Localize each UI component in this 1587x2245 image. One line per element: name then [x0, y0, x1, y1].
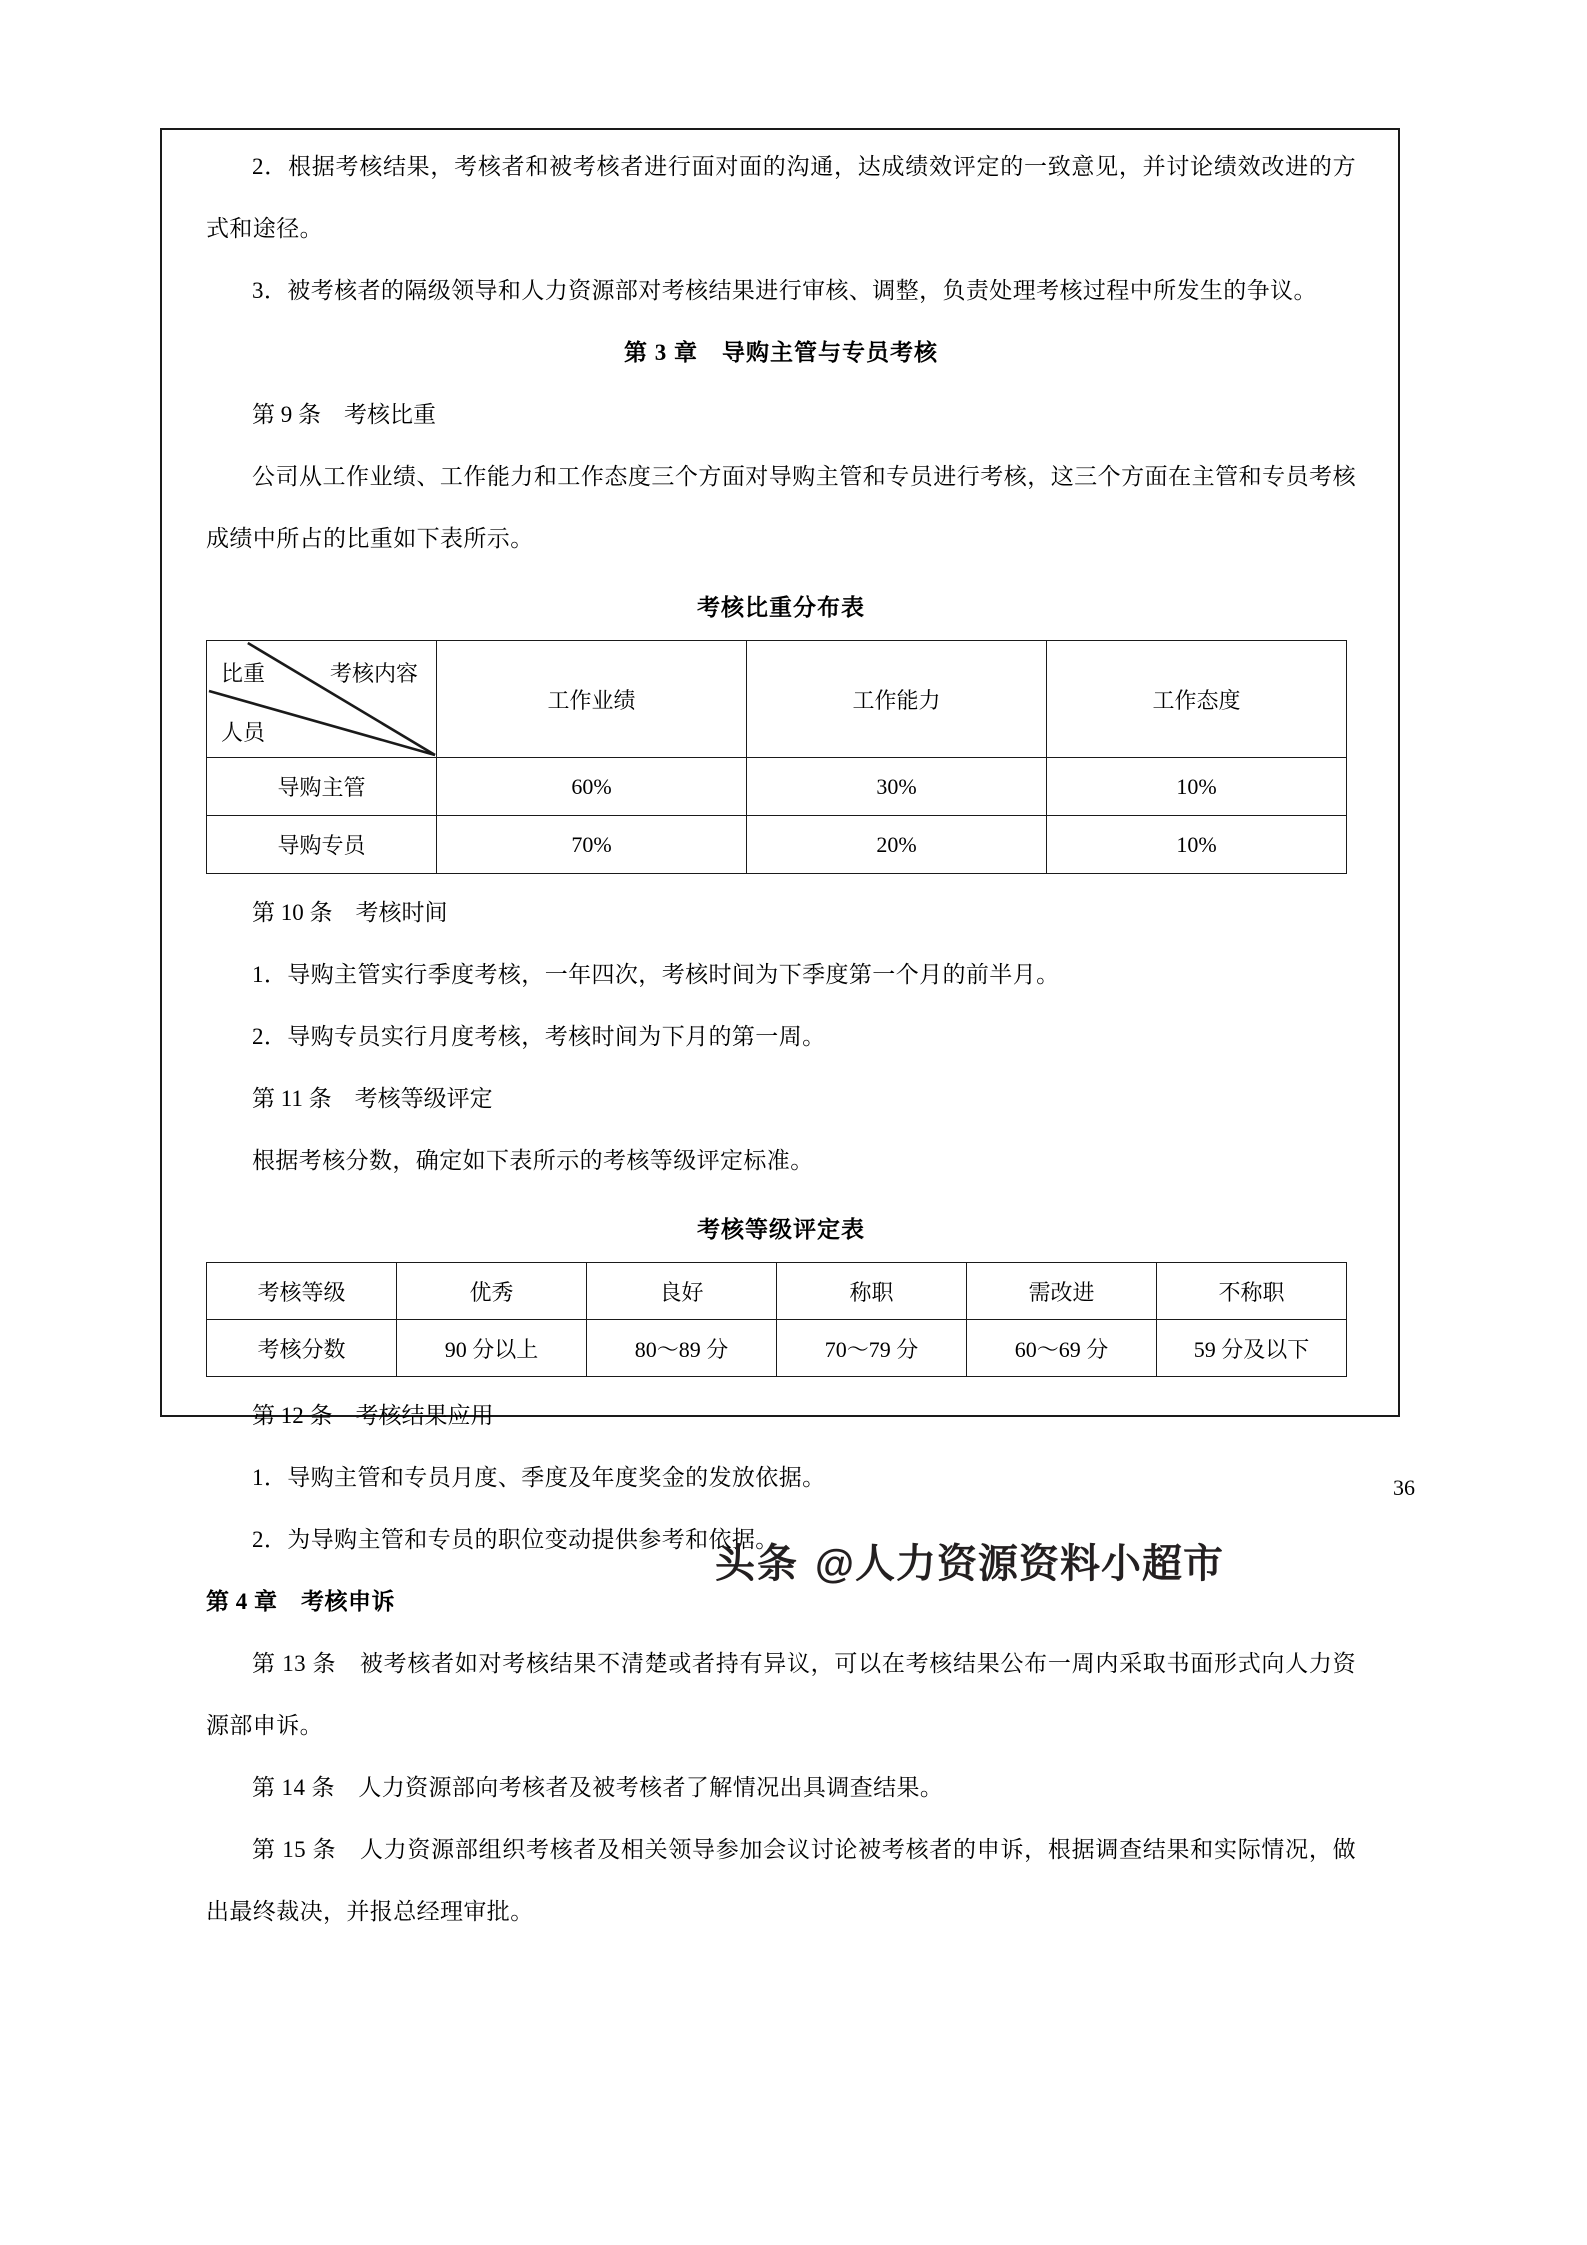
score-range-excellent: 90 分以上 [397, 1320, 587, 1377]
score-range-needs-improvement: 60～69 分 [967, 1320, 1157, 1377]
toutiao-logo: 头条 [715, 1541, 799, 1586]
weight-table-caption: 考核比重分布表 [697, 595, 865, 620]
article-10-item-2: 2．导购专员实行月度考核，考核时间为下月的第一周。 [252, 1024, 826, 1049]
weight-value-specialist-performance: 70% [437, 816, 747, 874]
paragraph-item-2: 2．根据考核结果，考核者和被考核者进行面对面的沟通，达成绩效评定的一致意见，并讨论绩效改进的方式和途径。 [206, 154, 1356, 241]
corner-label-content: 考核内容 [329, 661, 418, 686]
table-row [207, 758, 1347, 816]
paragraph-item-3: 3．被考核者的隔级领导和人力资源部对考核结果进行审核、调整，负责处理考核过程中所发生的争议。 [252, 278, 1317, 303]
article-10-item-1: 1．导购主管实行季度考核，一年四次，考核时间为下季度第一个月的前半月。 [252, 962, 1060, 987]
weight-column-header-performance: 工作业绩 [437, 641, 747, 758]
score-row-label: 考核分数 [207, 1320, 397, 1377]
document-body [206, 136, 1356, 1943]
table-header-row [207, 641, 1347, 758]
weight-table-corner-cell [207, 641, 437, 758]
score-range-good: 80～89 分 [587, 1320, 777, 1377]
corner-label-personnel: 人员 [221, 720, 266, 745]
weight-column-header-attitude: 工作态度 [1047, 641, 1347, 758]
table-header-row [207, 1263, 1347, 1320]
weight-row-label-specialist: 导购专员 [207, 816, 437, 874]
article-13: 第 13 条 被考核者如对考核结果不清楚或者持有异议，可以在考核结果公布一周内采取书面形式向人力资源部申诉。 [206, 1651, 1356, 1738]
grade-level-needs-improvement: 需改进 [967, 1263, 1157, 1320]
grade-level-competent: 称职 [777, 1263, 967, 1320]
article-11-heading: 第 11 条 考核等级评定 [252, 1086, 493, 1111]
brand-account-name: @人力资源资料小超市 [815, 1541, 1225, 1586]
grade-level-good: 良好 [587, 1263, 777, 1320]
assessment-weight-table [206, 640, 1347, 874]
weight-column-header-ability: 工作能力 [747, 641, 1047, 758]
article-12-item-1: 1．导购主管和专员月度、季度及年度奖金的发放依据。 [252, 1465, 826, 1490]
weight-value-supervisor-performance: 60% [437, 758, 747, 816]
table-row [207, 1320, 1347, 1377]
grade-level-excellent: 优秀 [397, 1263, 587, 1320]
article-14: 第 14 条 人力资源部向考核者及被考核者了解情况出具调查结果。 [252, 1775, 944, 1800]
grade-level-incompetent: 不称职 [1157, 1263, 1347, 1320]
corner-label-weight: 比重 [221, 661, 266, 686]
weight-value-supervisor-attitude: 10% [1047, 758, 1347, 816]
score-range-competent: 70～79 分 [777, 1320, 967, 1377]
weight-value-supervisor-ability: 30% [747, 758, 1047, 816]
weight-value-specialist-ability: 20% [747, 816, 1047, 874]
page-number: 36 [1393, 1475, 1415, 1500]
article-9-body: 公司从工作业绩、工作能力和工作态度三个方面对导购主管和专员进行考核，这三个方面在主管和专员考核成绩中所占的比重如下表所示。 [206, 464, 1356, 551]
grade-table-caption: 考核等级评定表 [697, 1217, 865, 1242]
weight-value-specialist-attitude: 10% [1047, 816, 1347, 874]
article-11-body: 根据考核分数，确定如下表所示的考核等级评定标准。 [252, 1148, 814, 1173]
article-9-heading: 第 9 条 考核比重 [252, 402, 436, 427]
table-row [207, 816, 1347, 874]
article-15: 第 15 条 人力资源部组织考核者及相关领导参加会议讨论被考核者的申诉，根据调查结果和实际情况，做出最终裁决，并报总经理审批。 [206, 1837, 1356, 1924]
grade-row-label: 考核等级 [207, 1263, 397, 1320]
watermark-brand [715, 1525, 1415, 1595]
article-10-heading: 第 10 条 考核时间 [252, 900, 448, 925]
article-12-item-2: 2．为导购主管和专员的职位变动提供参考和依据。 [252, 1527, 779, 1552]
chapter-3-title: 第 3 章 导购主管与专员考核 [624, 340, 938, 365]
article-12-heading: 第 12 条 考核结果应用 [252, 1403, 494, 1428]
chapter-4-title: 第 4 章 考核申诉 [206, 1589, 395, 1614]
weight-row-label-supervisor: 导购主管 [207, 758, 437, 816]
score-range-incompetent: 59 分及以下 [1157, 1320, 1347, 1377]
assessment-grade-table [206, 1262, 1347, 1377]
